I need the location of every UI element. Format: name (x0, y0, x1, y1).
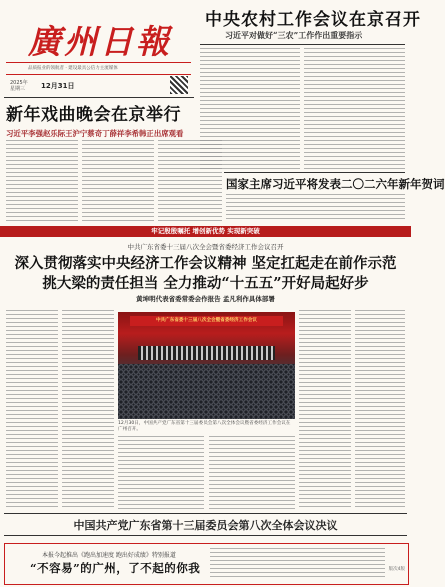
divider (4, 513, 407, 514)
article-text (82, 140, 154, 222)
photo-audience (118, 364, 295, 419)
divider (224, 172, 405, 173)
hero-byline: 黄坤明代表省委常委会作报告 孟凡利作具体部署 (136, 295, 275, 303)
bottom-headline: “不容易”的广州，了不起的你我 (30, 561, 201, 575)
article-text (62, 310, 114, 510)
masthead-divider (6, 62, 191, 63)
divider (200, 44, 405, 45)
article-text (304, 100, 405, 170)
divider (4, 97, 194, 98)
masthead-divider-2 (6, 74, 191, 75)
masthead-slogan: 品质报业的领航者 · 建设最具公信力主流媒体 (28, 66, 118, 71)
qr-code-icon (170, 76, 188, 94)
main-headline: 新年戏曲晚会在京举行 (6, 105, 181, 125)
photo-stage (138, 346, 275, 360)
top-right-subhead: 习近平对做好“三农”工作作出重要指示 (225, 30, 363, 40)
article-text (210, 548, 385, 578)
publication-weekday: 2025年 星期三 (10, 80, 28, 92)
article-text (200, 48, 300, 98)
article-text (226, 194, 405, 222)
article-text (355, 310, 405, 510)
bottom-kicker: 本报今起推出《跑出加速度 跑出好成绩》特别报道 (42, 552, 176, 559)
photo-banner-text: 中共广东省委十三届八次全会暨省委经济工作会议 (130, 316, 283, 326)
issue-date: 12月31日 (41, 82, 75, 90)
article-text (304, 48, 405, 98)
page-index-label: 版次4版 (388, 567, 405, 572)
article-text (209, 436, 295, 510)
meeting-photo (118, 312, 295, 419)
resolution-title: 中国共产党广东省第十三届委员会第八次全体会议决议 (73, 519, 338, 532)
top-right-headline: 中央农村工作会议在京召开 (205, 10, 421, 30)
article-text (6, 140, 78, 222)
article-text (6, 310, 58, 510)
article-text (299, 310, 351, 510)
divider (4, 535, 407, 536)
hero-headline-1: 深入贯彻落实中央经济工作会议精神 坚定扛起走在前作示范 (14, 255, 397, 272)
hero-headline-2: 挑大梁的责任担当 全力推动“十五五”开好局起好步 (42, 275, 369, 292)
masthead (6, 4, 191, 96)
hero-kicker: 中共广东省委十三届八次全会暨省委经济工作会议召开 (127, 243, 284, 251)
section-banner: 牢记殷殷嘱托 增创新优势 实现新突破 (0, 226, 411, 237)
newspaper-logo: 廣州日報 (28, 22, 172, 61)
main-subhead: 习近平李强赵乐际王沪宁蔡奇丁薛祥李希韩正出席观看 (6, 129, 184, 138)
photo-caption: 12月30日，中国共产党广东省第十三届委员会第八次全体会议暨省委经济工作会议在广州召开。 (118, 421, 291, 432)
article-text (158, 140, 222, 222)
article-text (118, 436, 204, 510)
middle-headline: 国家主席习近平将发表二〇二六年新年贺词 (226, 177, 445, 191)
